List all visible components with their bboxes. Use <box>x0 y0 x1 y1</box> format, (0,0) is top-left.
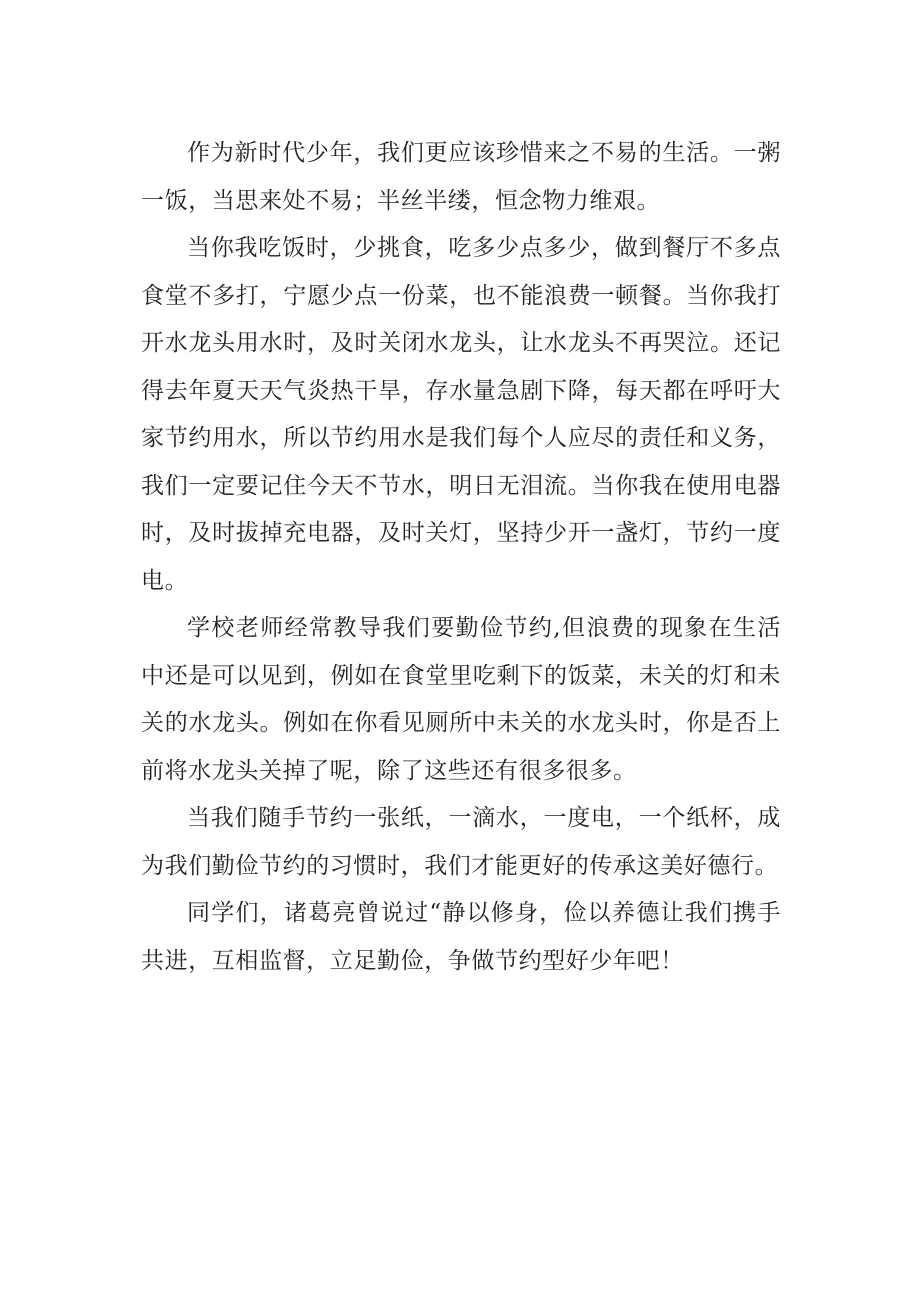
paragraph-5: 同学们，诸葛亮曾说过“静以修身，俭以养德让我们携手共进，互相监督，立足勤俭，争做节约型好少年吧！ <box>141 900 781 974</box>
document-body <box>141 130 781 985</box>
paragraph-4: 当我们随手节约一张纸，一滴水，一度电，一个纸杯，成为我们勤俭节约的习惯时，我们才能更好的传承这美好德行。 <box>141 805 781 879</box>
paragraph-3: 学校老师经常教导我们要勤俭节约,但浪费的现象在生活中还是可以见到，例如在食堂里吃剩下的饭菜，未关的灯和未关的水龙头。例如在你看见厕所中未关的水龙头时，你是否上前将水龙头关掉了呢，除了这些还有很多很多。 <box>141 615 781 784</box>
paragraph-2: 当你我吃饭时，少挑食，吃多少点多少，做到餐厅不多点食堂不多打，宁愿少点一份菜，也不能浪费一顿餐。当你我打开水龙头用水时，及时关闭水龙头，让水龙头不再哭泣。还记得去年夏天天气炎热干旱，存水量急剧下降，每天都在呼吁大家节约用水，所以节约用水是我们每个人应尽的责任和义务，我们一定要记住今天不节水，明日无泪流。当你我在使用电器时，及时拔掉充电器，及时关灯，坚持少开一盏灯，节约一度电。 <box>141 235 781 594</box>
paragraph-1: 作为新时代少年，我们更应该珍惜来之不易的生活。一粥一饭，当思来处不易；半丝半缕，恒念物力维艰。 <box>141 140 781 214</box>
